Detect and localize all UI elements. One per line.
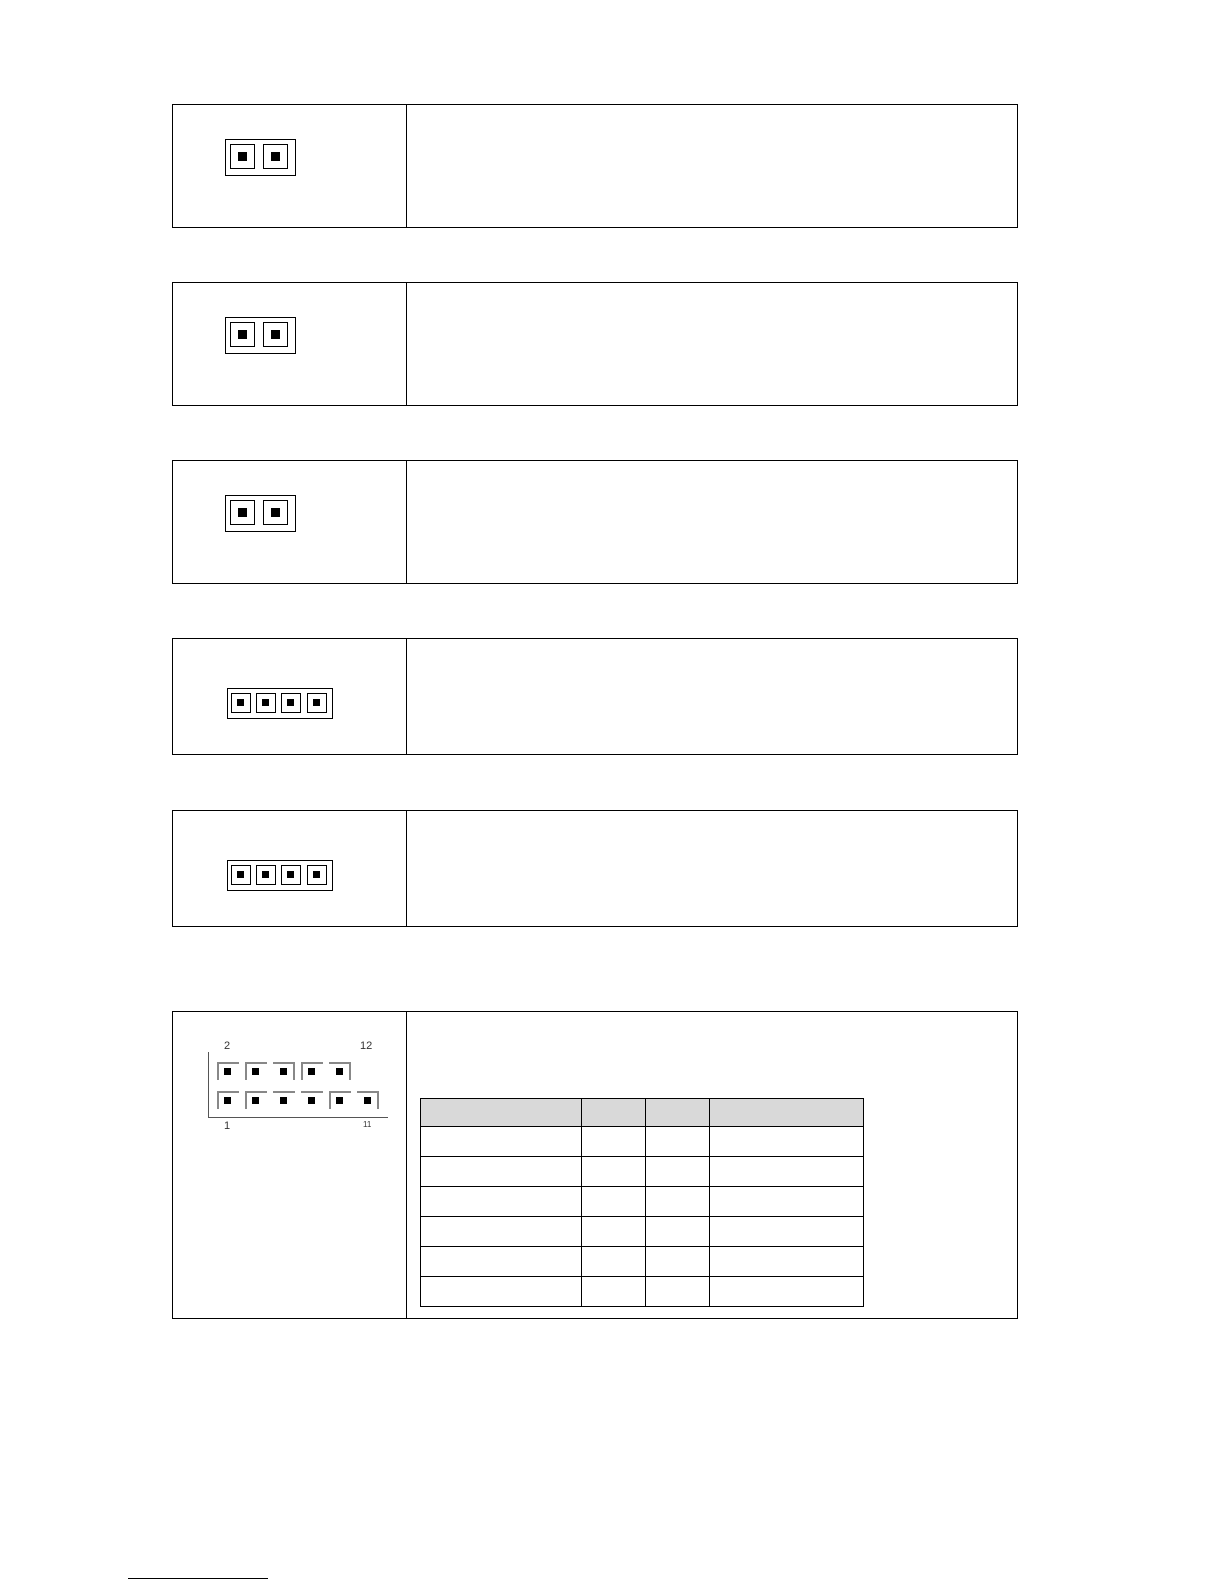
jumper-description-cell — [407, 283, 1017, 405]
table-cell — [710, 1187, 864, 1217]
table-cell — [421, 1277, 582, 1307]
pin-label-bottom-right: 11 — [363, 1120, 372, 1129]
four-pin-header — [227, 688, 333, 719]
table-cell — [421, 1127, 582, 1157]
pin-icon — [256, 693, 276, 713]
jumper-diagram-cell — [173, 461, 406, 583]
pin-icon — [273, 1091, 295, 1109]
table-cell — [582, 1127, 646, 1157]
pin-icon — [263, 322, 288, 347]
table-cell — [582, 1157, 646, 1187]
jumper-description-cell — [407, 639, 1017, 754]
table-cell — [421, 1247, 582, 1277]
pin-icon — [217, 1062, 239, 1080]
pin-label-top-right: 12 — [360, 1040, 373, 1052]
jumper-diagram-cell — [173, 811, 406, 926]
pin-icon — [357, 1091, 379, 1109]
table-header-cell — [646, 1099, 710, 1127]
pin-icon — [245, 1091, 267, 1109]
pin-assignment-table — [420, 1098, 864, 1307]
pin-icon — [263, 144, 288, 169]
pin-icon — [230, 144, 255, 169]
jumper-description-cell — [407, 461, 1017, 583]
four-pin-header — [227, 860, 333, 891]
pin-icon — [231, 693, 251, 713]
jumper-description-cell — [407, 105, 1017, 227]
connector-description-cell — [407, 1012, 1017, 1318]
pin-icon — [281, 865, 301, 885]
table-cell — [421, 1157, 582, 1187]
pin-icon — [329, 1062, 351, 1080]
table-header-cell — [710, 1099, 864, 1127]
table-cell — [582, 1217, 646, 1247]
table-cell — [710, 1157, 864, 1187]
table-cell — [582, 1277, 646, 1307]
pin-icon — [329, 1091, 351, 1109]
table-cell — [710, 1217, 864, 1247]
connector-box — [172, 1011, 1018, 1319]
jumper-box-4 — [172, 638, 1018, 755]
table-row — [421, 1217, 864, 1247]
pin-icon — [245, 1062, 267, 1080]
pin-icon — [307, 865, 327, 885]
pin-icon — [273, 1062, 295, 1080]
table-cell — [582, 1247, 646, 1277]
table-header-cell — [582, 1099, 646, 1127]
two-pin-header — [225, 495, 296, 532]
jumper-diagram-cell — [173, 639, 406, 754]
table-row — [421, 1187, 864, 1217]
table-cell — [646, 1187, 710, 1217]
pin-icon — [281, 693, 301, 713]
table-cell — [710, 1127, 864, 1157]
table-cell — [421, 1187, 582, 1217]
table-cell — [646, 1127, 710, 1157]
pin-label-bottom-left: 1 — [224, 1120, 231, 1132]
jumper-box-1 — [172, 104, 1018, 228]
table-row — [421, 1277, 864, 1307]
pin-icon — [307, 693, 327, 713]
jumper-box-2 — [172, 282, 1018, 406]
pin-icon — [301, 1091, 323, 1109]
table-header-cell — [421, 1099, 582, 1127]
table-cell — [710, 1277, 864, 1307]
table-header-row — [421, 1099, 864, 1127]
pin-icon — [230, 500, 255, 525]
table-cell — [646, 1157, 710, 1187]
table-row — [421, 1157, 864, 1187]
table-cell — [582, 1187, 646, 1217]
footnote-separator — [128, 1578, 268, 1579]
pin-icon — [256, 865, 276, 885]
table-cell — [646, 1277, 710, 1307]
pin-icon — [231, 865, 251, 885]
two-pin-header — [225, 139, 296, 176]
pin-icon — [217, 1091, 239, 1109]
table-row — [421, 1127, 864, 1157]
jumper-box-3 — [172, 460, 1018, 584]
jumper-description-cell — [407, 811, 1017, 926]
pin-icon — [263, 500, 288, 525]
connector-diagram-cell — [173, 1012, 406, 1318]
two-pin-header — [225, 317, 296, 354]
pin-icon — [230, 322, 255, 347]
table-cell — [421, 1217, 582, 1247]
table-row — [421, 1247, 864, 1277]
jumper-diagram-cell — [173, 105, 406, 227]
twelve-pin-connector — [173, 1012, 406, 1172]
jumper-box-5 — [172, 810, 1018, 927]
table-cell — [710, 1247, 864, 1277]
table-cell — [646, 1247, 710, 1277]
pin-label-top-left: 2 — [224, 1040, 231, 1052]
jumper-diagram-cell — [173, 283, 406, 405]
table-cell — [646, 1217, 710, 1247]
pin-icon — [301, 1062, 323, 1080]
